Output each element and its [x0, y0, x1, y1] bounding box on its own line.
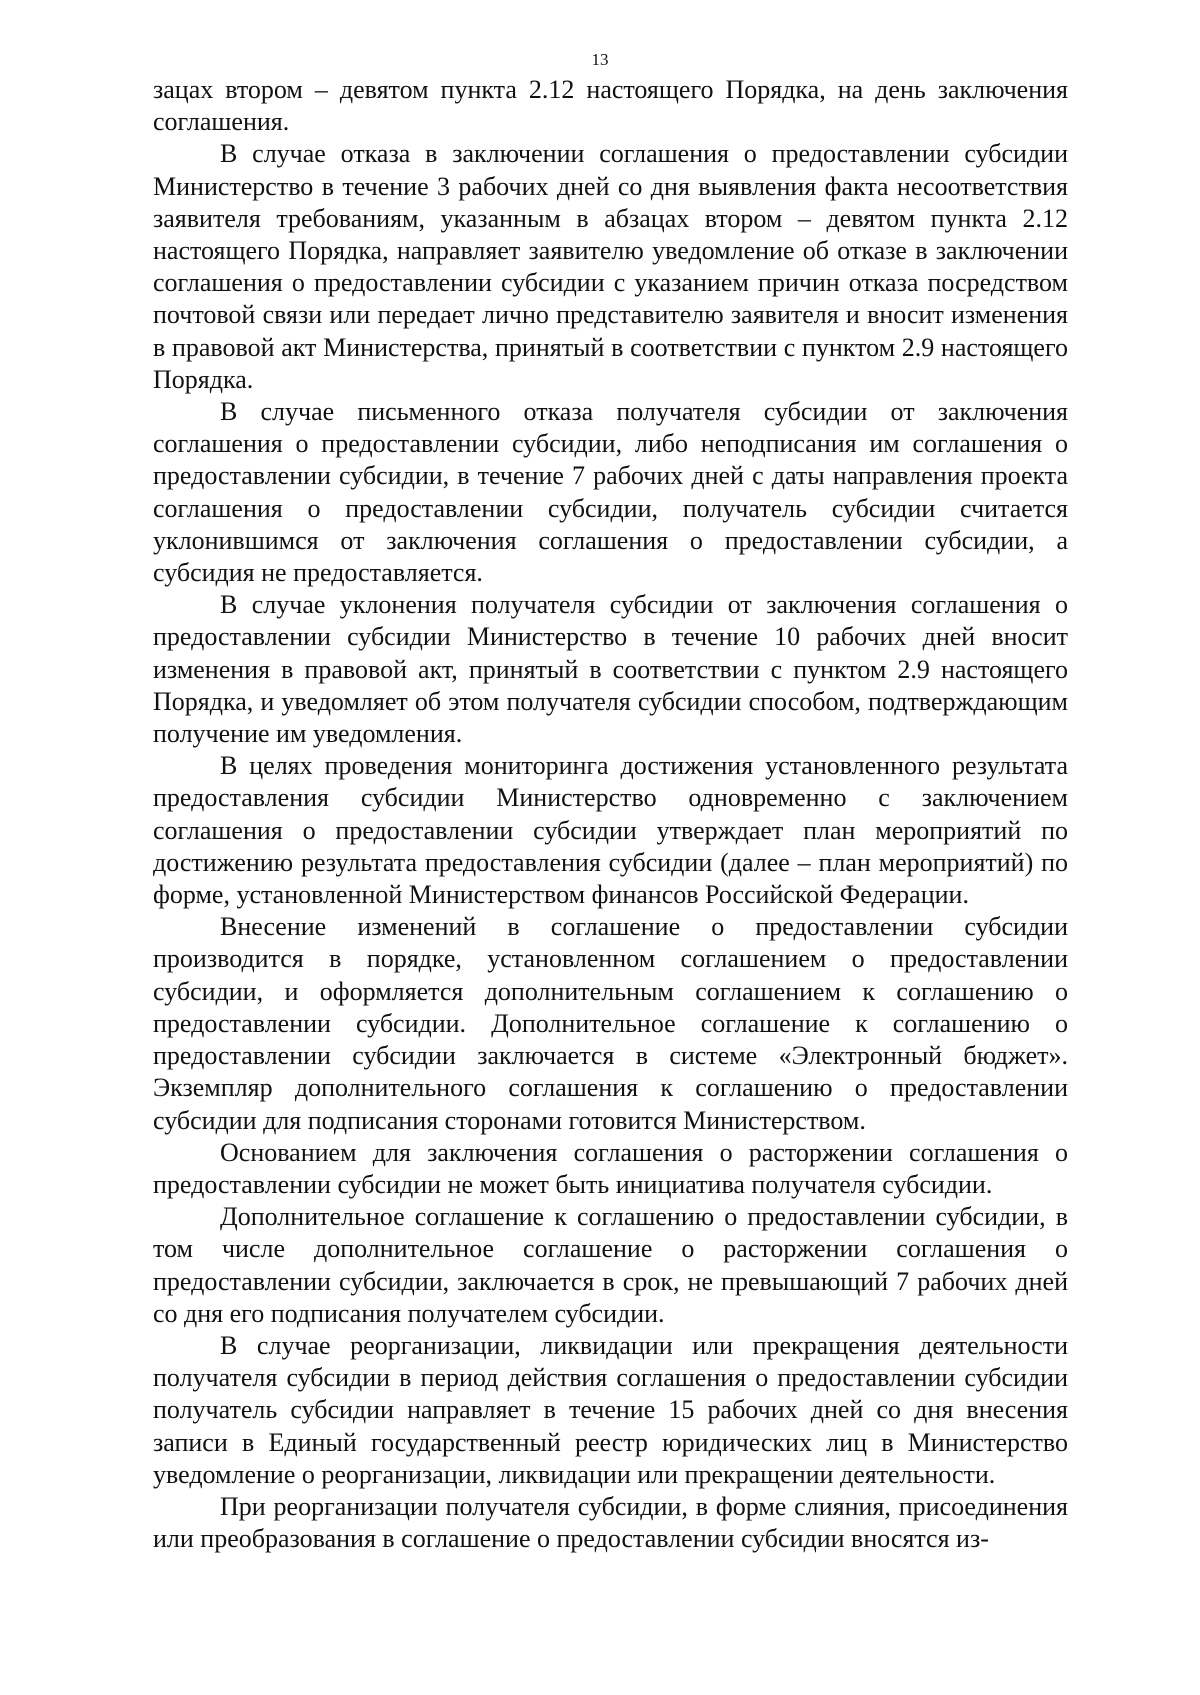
paragraph-evasion: В случае уклонения получателя субсидии от заключения соглашения о предоставлении субсидии Министерство в течение 10 рабочих дней вносит изменения в правовой акт, принятый в соответствии с пунктом 2.9 настоящего Порядка, и уведомляет об этом получателя субсидии способом, подтверждающим получение им уведомления.	[153, 590, 1068, 749]
paragraph-termination-basis: Основанием для заключения соглашения о расторжении соглашения о предоставлении субсидии не может быть инициатива получателя субсидии.	[153, 1137, 1068, 1199]
paragraph-reorganization-notice: В случае реорганизации, ликвидации или прекращения деятельности получателя субсидии в период действия соглашения о предоставлении субсидии получатель субсидии направляет в течение 15 рабочих дней со дня внесения записи в Единый государственный реестр юридических лиц в Министерство уведомление о реорганизации, ликвидации или прекращении деятельности.	[153, 1330, 1068, 1489]
paragraph-continuation: зацах втором – девятом пункта 2.12 настоящего Порядка, на день заключения соглашения.	[153, 75, 1068, 137]
paragraph-refusal-to-conclude: В случае отказа в заключении соглашения о предоставлении субсидии Министерство в течение 3 рабочих дней со дня выявления факта несоответствия заявителя требованиям, указанным в абзацах втором – девятом пункта 2.12 настоящего Порядка, направляет заявителю уведомление об отказе в заключении соглашения о предоставлении субсидии с указанием причин отказа посредством почтовой связи или передает лично представителю заявителя и вносит изменения в правовой акт Министерства, принятый в соответствии с пунктом 2.9 настоящего Порядка.	[153, 139, 1068, 394]
paragraph-monitoring-plan: В целях проведения мониторинга достижения установленного результата предоставления субсидии Министерство одновременно с заключением соглашения о предоставлении субсидии утверждает план мероприятий по достижению результата предоставления субсидии (далее – план мероприятий) по форме, установленной Министерством финансов Российской Федерации.	[153, 751, 1068, 910]
paragraph-merger: При реорганизации получателя субсидии, в форме слияния, присоединения или преобразования в соглашение о предоставлении субсидии вносятся из-	[153, 1491, 1068, 1554]
document-body	[153, 74, 1068, 1555]
paragraph-additional-agreement-term: Дополнительное соглашение к соглашению о предоставлении субсидии, в том числе дополнительное соглашение о расторжении соглашения о предоставлении субсидии, заключается в срок, не превышающий 7 рабочих дней со дня его подписания получателем субсидии.	[153, 1202, 1068, 1328]
page-number: 13	[591, 50, 609, 69]
paragraph-amendments: Внесение изменений в соглашение о предоставлении субсидии производится в порядке, установленном соглашением о предоставлении субсидии, и оформляется дополнительным соглашением к соглашению о предоставлении субсидии. Дополнительное соглашение к соглашению о предоставлении субсидии заключается в системе «Электронный бюджет». Экземпляр дополнительного соглашения к соглашению о предоставлении субсидии для подписания сторонами готовится Министерством.	[153, 912, 1068, 1135]
paragraph-written-refusal: В случае письменного отказа получателя субсидии от заключения соглашения о предоставлении субсидии, либо неподписания им соглашения о предоставлении субсидии, в течение 7 рабочих дней с даты направления проекта соглашения о предоставлении субсидии, получатель субсидии считается уклонившимся от заключения соглашения о предоставлении субсидии, а субсидия не предоставляется.	[153, 397, 1068, 588]
